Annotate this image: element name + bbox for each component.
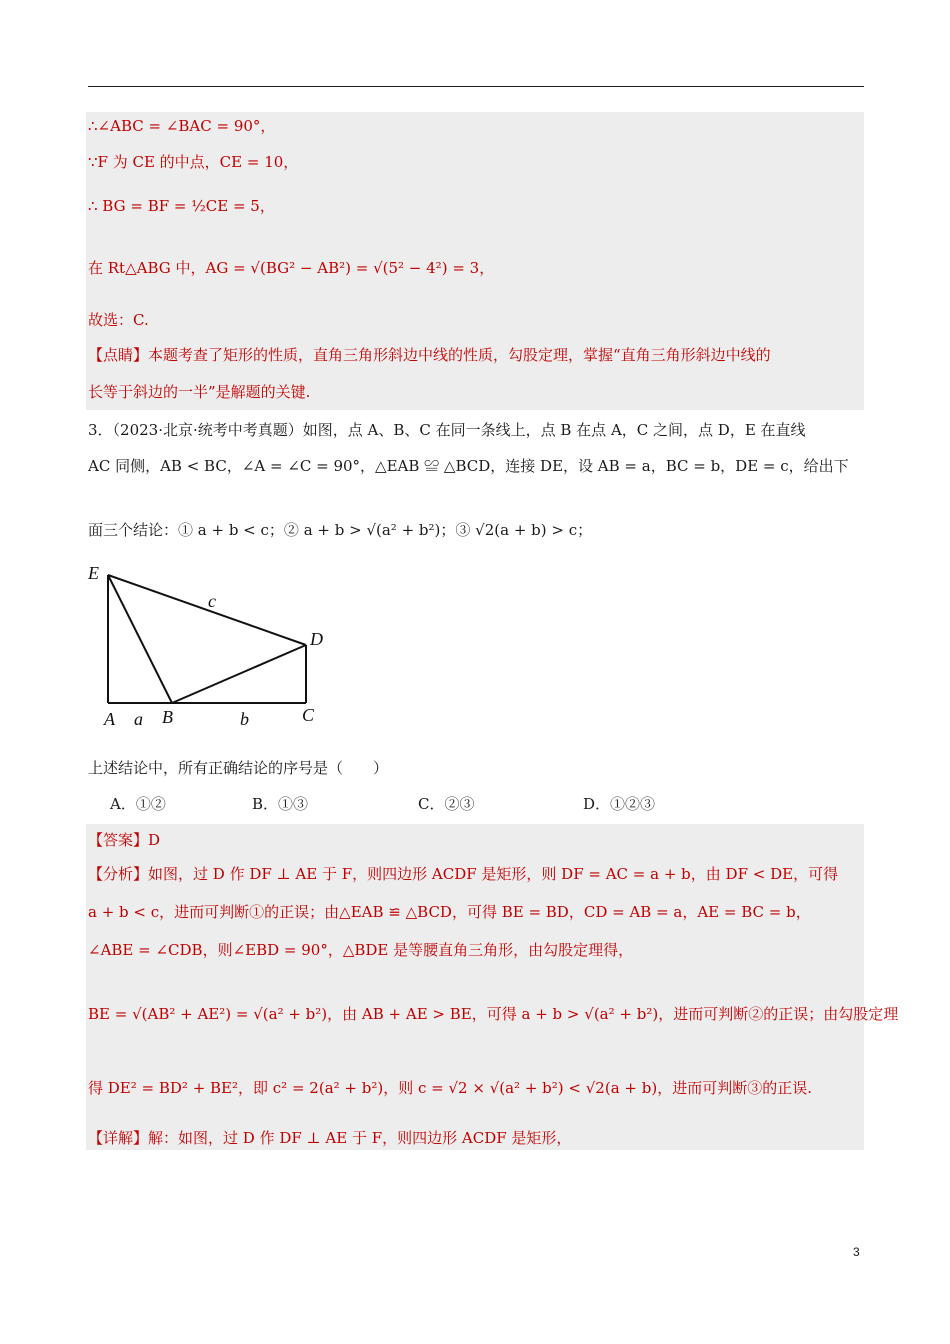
analysis-line-5: 得 DE² = BD² + BE²，即 c² = 2(a² + b²)，则 c = √2 × √(a² + b²) < √2(a + b)，进而可判断③的正误. (88, 1079, 812, 1097)
label-c: c (208, 591, 216, 611)
header-rule (88, 86, 864, 87)
solution-line-3: ∴ BG = BF = ½CE = 5， (88, 197, 275, 215)
label-C: C (302, 705, 315, 725)
label-B: B (162, 707, 173, 727)
comment-line-1: 【点睛】本题考查了矩形的性质，直角三角形斜边中线的性质，勾股定理，掌握“直角三角形斜边中线的 (88, 346, 771, 364)
geometry-figure (80, 555, 340, 735)
question-line-2: AC 同侧，AB < BC，∠A = ∠C = 90°，△EAB ≌ △BCD，连接 DE，设 AB = a，BC = b，DE = c，给出下 (88, 457, 849, 475)
label-E: E (88, 563, 99, 583)
solution-line-2: ∵F 为 CE 的中点，CE = 10， (88, 153, 299, 171)
segment-BD (172, 645, 306, 703)
label-b: b (240, 709, 249, 729)
answer-line: 【答案】D (88, 831, 161, 849)
solution-line-5: 故选：C. (88, 311, 149, 329)
detail-line: 【详解】解：如图，过 D 作 DF ⊥ AE 于 F，则四边形 ACDF 是矩形， (88, 1129, 572, 1147)
label-a: a (134, 709, 143, 729)
solution-line-1: ∴∠ABC = ∠BAC = 90°， (88, 117, 276, 135)
question-line-1: 3．（2023·北京·统考中考真题）如图，点 A、B、C 在同一条线上，点 B 在点 A，C 之间，点 D，E 在直线 (88, 421, 806, 439)
analysis-line-3: ∠ABE = ∠CDB，则∠EBD = 90°，△BDE 是等腰直角三角形，由勾股定理得， (88, 941, 634, 959)
option-a: A．①② (110, 795, 166, 813)
comment-line-2: 长等于斜边的一半”是解题的关键. (88, 383, 311, 401)
option-c: C．②③ (418, 795, 475, 813)
page-number: 3 (853, 1245, 860, 1259)
question-line-3: 面三个结论：① a + b < c；② a + b > √(a² + b²)；③ √2(a + b) > c； (88, 521, 593, 539)
analysis-line-1: 【分析】如图，过 D 作 DF ⊥ AE 于 F，则四边形 ACDF 是矩形，则 DF = AC = a + b，由 DF < DE，可得 (88, 865, 839, 883)
option-b: B．①③ (252, 795, 309, 813)
analysis-line-4: BE = √(AB² + AE²) = √(a² + b²)，由 AB + AE > BE，可得 a + b > √(a² + b²)，进而可判断②的正误；由勾股定理 (88, 1005, 899, 1023)
solution-line-4: 在 Rt△ABG 中，AG = √(BG² − AB²) = √(5² − 4²) = 3， (88, 259, 495, 277)
label-D: D (310, 629, 323, 649)
option-d: D．①②③ (583, 795, 656, 813)
analysis-line-2: a + b < c，进而可判断①的正误；由△EAB ≌ △BCD，可得 BE = BD，CD = AB = a，AE = BC = b， (88, 903, 811, 921)
question-ask: 上述结论中，所有正确结论的序号是（ ） (88, 759, 389, 777)
label-A: A (104, 709, 115, 729)
